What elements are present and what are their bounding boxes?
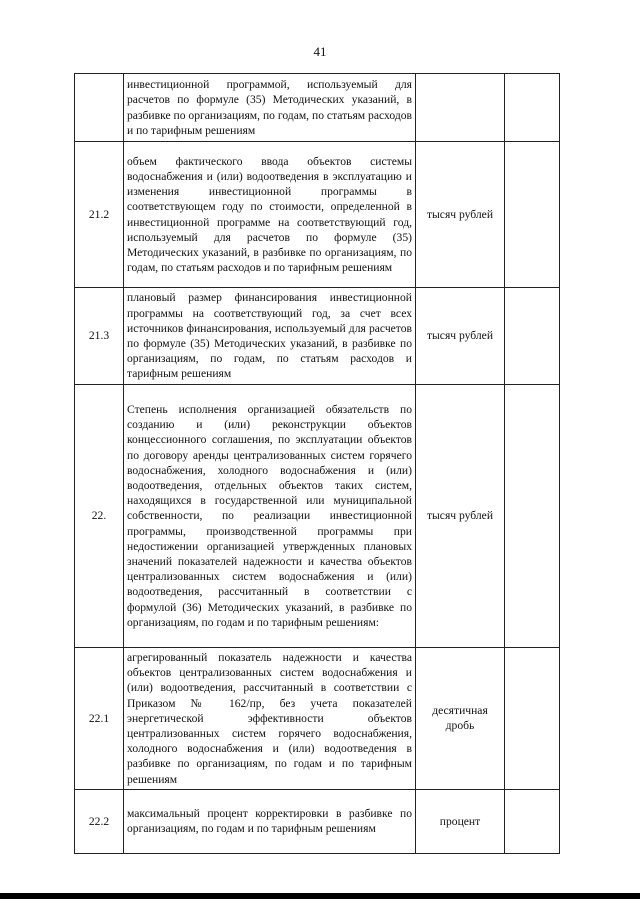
row-unit: процент	[416, 789, 505, 853]
row-value-cell	[505, 789, 560, 853]
table-row	[75, 142, 560, 288]
row-unit: тысяч рублей	[416, 142, 505, 288]
row-number: 21.2	[75, 142, 124, 288]
table-row	[75, 288, 560, 385]
row-number: 22.1	[75, 648, 124, 790]
row-description: плановый размер финансирования инвестиционной программы на соответствующий год, за счет всех источников финансирования, используемый для расчетов по формуле (35) Методических указаний, в разбивке по организациям, по годам, по статьям расходов и тарифным решениям	[124, 288, 416, 385]
row-description: инвестиционной программой, используемый для расчетов по формуле (35) Методических указаний, в разбивке по организациям, по годам, по статьям расходов и по тарифным решениям	[124, 74, 416, 142]
row-unit: тысяч рублей	[416, 288, 505, 385]
row-number: 22.2	[75, 789, 124, 853]
table-row	[75, 789, 560, 853]
row-description: Степень исполнения организацией обязательств по созданию и (или) реконструкции объектов концессионного соглашения, по эксплуатации объектов по договору аренды централизованных систем горячего водоснабжения, холодного водоснабжения и (или) водоотведения, отдельных объектов таких систем, находящихся в государственной или муниципальной собственности, по реализации инвестиционной программы, производственной программы при недостижении организацией утвержденных плановых значений показателей надежности и качества объектов централизованных систем водоснабжения и (или) водоотведения, рассчитанный в соответствии с формулой (36) Методических указаний, в разбивке по организациям, по годам и по тарифным решениям:	[124, 385, 416, 648]
row-unit: десятичная дробь	[416, 648, 505, 790]
row-unit	[416, 74, 505, 142]
row-value-cell	[505, 385, 560, 648]
row-value-cell	[505, 288, 560, 385]
row-value-cell	[505, 648, 560, 790]
table-row	[75, 385, 560, 648]
scan-bottom-edge	[0, 893, 640, 899]
row-value-cell	[505, 74, 560, 142]
table-row	[75, 74, 560, 142]
table-row	[75, 648, 560, 790]
indicator-table	[74, 73, 560, 854]
row-number: 21.3	[75, 288, 124, 385]
row-description: агрегированный показатель надежности и качества объектов централизованных систем водоснабжения и (или) водоотведения, рассчитанный в соответствии с Приказом № 162/пр, без учета показателей энергетической эффективности объектов централизованных систем горячего водоснабжения, холодного водоснабжения и (или) водоотведения в разбивке по организациям, по годам и по тарифным решениям	[124, 648, 416, 790]
row-unit: тысяч рублей	[416, 385, 505, 648]
row-value-cell	[505, 142, 560, 288]
row-number	[75, 74, 124, 142]
row-number: 22.	[75, 385, 124, 648]
page-number: 41	[313, 44, 327, 59]
row-description: объем фактического ввода объектов системы водоснабжения и (или) водоотведения в эксплуатацию и изменения инвестиционной программы в соответствующем году по стоимости, определенной в инвестиционной программе на соответствующий год, используемый для расчетов по формуле (35) Методических указаний, в разбивке по организациям, по годам, по статьям расходов и по тарифным решениям	[124, 142, 416, 288]
row-description: максимальный процент корректировки в разбивке по организациям, по годам и по тарифным решениям	[124, 789, 416, 853]
